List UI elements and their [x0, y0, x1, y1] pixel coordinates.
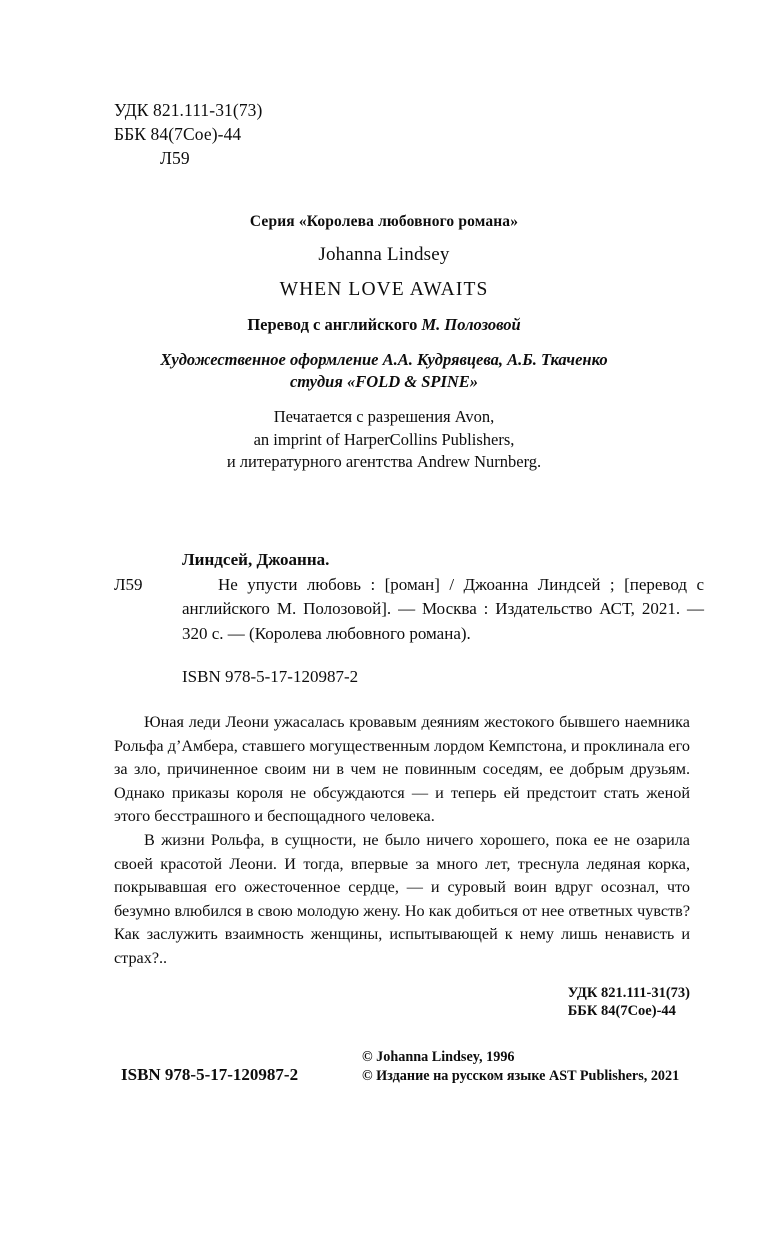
author-name-original: Johanna Lindsey: [318, 244, 450, 265]
permission-line-1: Печатается с разрешения Avon,: [273, 407, 495, 426]
udc-code-top: УДК 821.111-31(73): [114, 100, 263, 120]
classification-codes-top: [114, 98, 262, 170]
annotation-paragraph-1: Юная леди Леони ужасалась кровавым деяниям жестокого бывшего наемника Рольфа д’Амбера, ставшего могущественным лордом Кемпстона, и проклинала его за зло, причиненное своим ни в чем не повинным соседям, ее добрым друзьям. Однако приказы короля не обсуждаются — и теперь ей предстоит стать женой этого бесстрашного и беспощадного человека.: [114, 713, 690, 826]
permission-line-2: an imprint of HarperCollins Publishers,: [253, 429, 515, 449]
translation-credit: [64, 314, 704, 335]
page-footer: [114, 1048, 690, 1094]
book-annotation: [114, 711, 690, 971]
cip-body: [114, 573, 704, 647]
cip-author-heading: Линдсей, Джоанна.: [182, 550, 330, 569]
translation-label: Перевод с английского: [247, 315, 422, 334]
udc-code-bottom: УДК 821.111-31(73): [567, 985, 690, 1001]
original-title: WHEN LOVE AWAITS: [279, 279, 489, 300]
shelfmark-top: Л59: [160, 148, 190, 168]
translator-name: М. Полозовой: [421, 315, 521, 334]
design-credit-line-2: студия «FOLD & SPINE»: [289, 372, 479, 391]
cip-isbn: ISBN 978-5-17-120987-2: [182, 667, 359, 686]
annotation-paragraph-2: В жизни Рольфа, в сущности, не было ничего хорошего, пока ее не озарила своей красотой Леони. И тогда, впервые за много лет, треснула ледяная корка, покрывавшая его ожесточенное сердце, — и суровый воин вдруг осознал, что безумно влюбился в свою молодую жену. Но как добиться от нее ответных чувств? Как заслужить взаимность женщины, испытывающей к нему лишь ненависть и страх?..: [114, 830, 690, 967]
cip-description: Не упусти любовь : [роман] / Джоанна Линдсей ; [перевод с английского М. Полозовой]. — Москва : Издательство АСТ, 2021. — 320 с. — (Королева любовного романа).: [182, 574, 704, 643]
bbk-code-bottom: ББК 84(7Сое)-44: [567, 1003, 676, 1019]
bbk-code-top: ББК 84(7Сое)-44: [114, 124, 242, 144]
permission-line-3: и литературного агентства Andrew Nurnberg.: [226, 452, 542, 471]
cataloguing-in-publication: [114, 548, 704, 690]
classification-codes-bottom: [568, 984, 690, 1020]
cip-shelfmark: Л59: [114, 574, 143, 594]
design-credit-line-1: Художественное оформление А.А. Кудрявцева, А.Б. Ткаченко: [160, 350, 608, 369]
design-credit: [64, 349, 704, 393]
series-name: Серия «Королева любовного романа»: [249, 213, 519, 230]
copyright-line-2: © Издание на русском языке AST Publishers, 2021: [362, 1068, 680, 1084]
front-matter-block: [64, 212, 704, 335]
printing-permission: [64, 406, 704, 474]
copyright-line-1: © Johanna Lindsey, 1996: [362, 1049, 515, 1065]
footer-isbn: ISBN 978-5-17-120987-2: [121, 1065, 299, 1084]
copyright-notice: [362, 1048, 679, 1086]
